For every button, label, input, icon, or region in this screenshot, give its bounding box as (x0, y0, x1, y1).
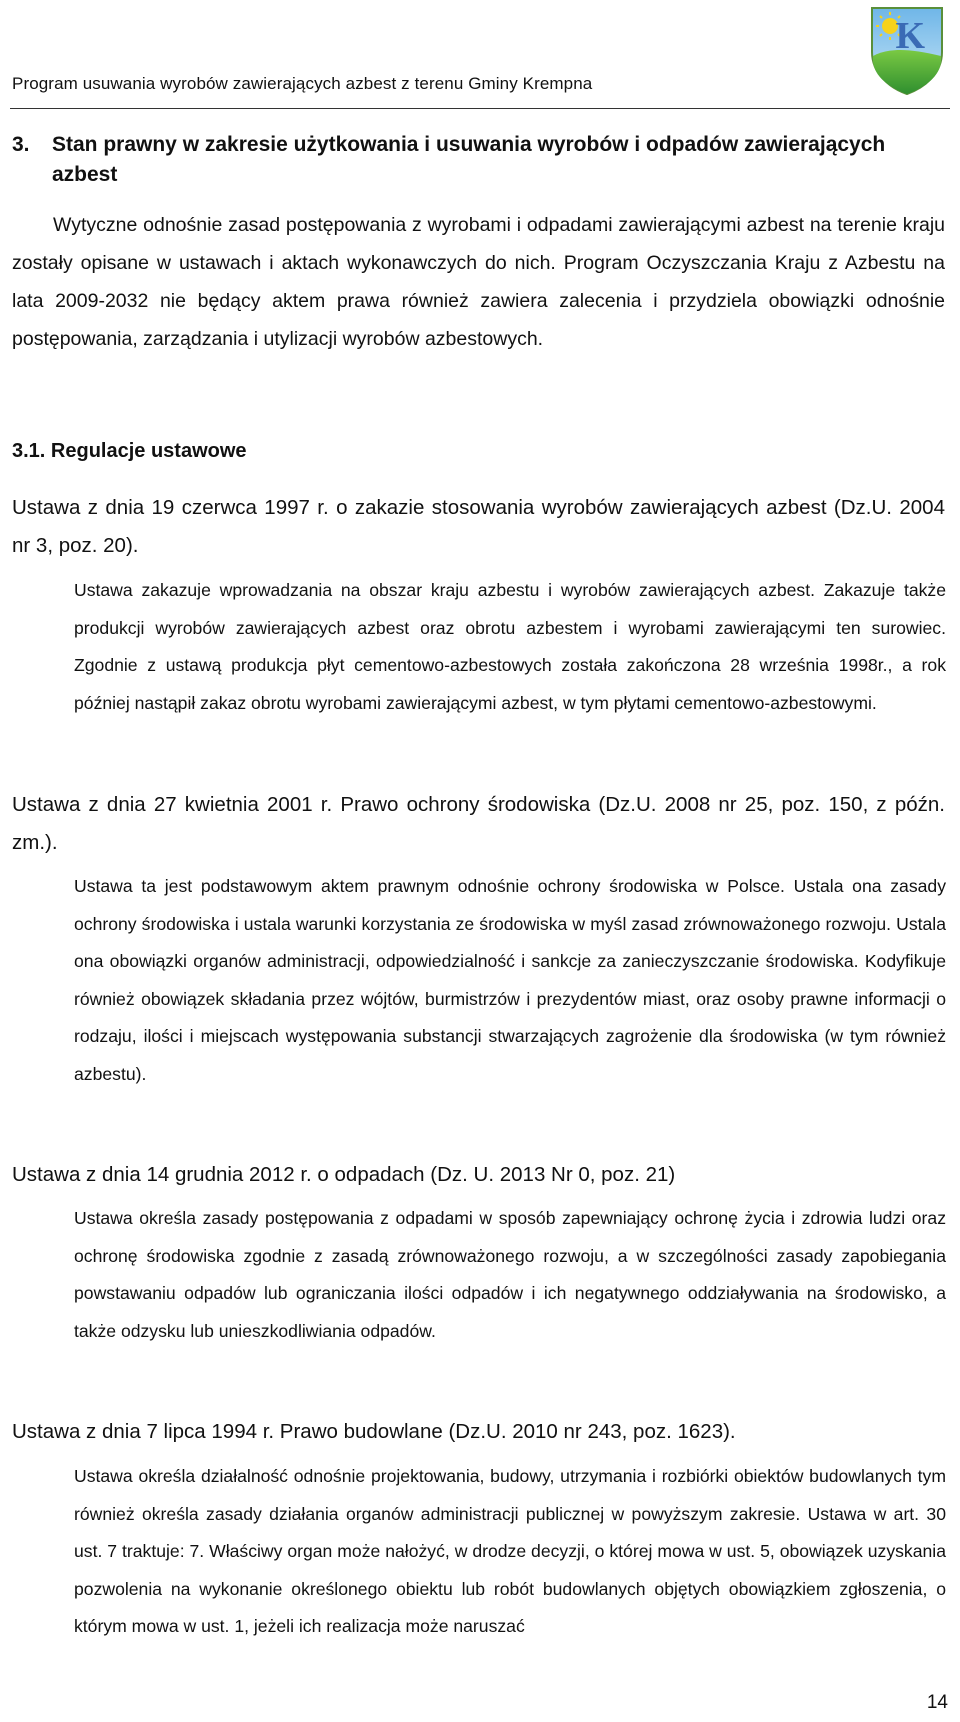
law-title: Ustawa z dnia 7 lipca 1994 r. Prawo budowlane (Dz.U. 2010 nr 243, poz. 1623). (12, 1420, 736, 1443)
section-number: 3. (12, 133, 30, 156)
law-description: Ustawa zakazuje wprowadzania na obszar kraju azbestu i wyrobów zawierających azbest. Zakazuje także produkcji wyrobów zawierających azbest oraz obrotu azbestem i wyrobami zawierającymi ten surowiec. Zgodnie z ustawą produkcja płyt cementowo-azbestowych została zakończona 28 września 1998r., a rok później nastąpił zakaz obrotu wyrobami zawierającymi azbest, w tym płytami cementowo-azbestowymi. (74, 580, 946, 713)
page-number: 14 (926, 1692, 948, 1713)
law-title: Ustawa z dnia 27 kwietnia 2001 r. Prawo ochrony środowiska (Dz.U. 2008 nr 25, poz. 150, z późn. zm.). (12, 793, 945, 854)
law-description: Ustawa określa działalność odnośnie projektowania, budowy, utrzymania i rozbiórki obiektów budowlanych tym również określa zasady działania organów administracji publicznej w powyższym zakresie. Ustawa w art. 30 ust. 7 traktuje: 7. Właściwy organ może nałożyć, w drodze decyzji, o której mowa w ust. 5, obowiązek uzyskania pozwolenia na wykonanie określonego obiektu lub robót budowlanych objętych obowiązkiem zgłoszenia, o którym mowa w ust. 1, jeżeli ich realizacja może naruszać (74, 1466, 946, 1636)
section-heading (12, 130, 912, 190)
section-title: Stan prawny w zakresie użytkowania i usuwania wyrobów i odpadów zawierających azbest (52, 133, 886, 186)
law-title: Ustawa z dnia 14 grudnia 2012 r. o odpadach (Dz. U. 2013 Nr 0, poz. 21) (12, 1163, 676, 1186)
header-divider (10, 108, 950, 109)
subsection-heading: 3.1. Regulacje ustawowe (12, 440, 247, 462)
header-title: Program usuwania wyrobów zawierających azbest z terenu Gminy Krempna (12, 74, 593, 93)
law-description: Ustawa określa zasady postępowania z odpadami w sposób zapewniający ochronę życia i zdrowia ludzi oraz ochronę środowiska zgodnie z zasadą zrównoważonego rozwoju, a w szczególności zasady zapobiegania powstawaniu odpadów lub ograniczania ilości odpadów i ich negatywnego oddziaływania na środowisko, a także odzysku lub unieszkodliwiania odpadów. (74, 1208, 946, 1341)
law-description: Ustawa ta jest podstawowym aktem prawnym odnośnie ochrony środowiska w Polsce. Ustala ona zasady ochrony środowiska i ustala warunki korzystania ze środowiska w myśl zasad zrównoważonego rozwoju. Ustala ona obowiązki organów administracji, odpowiedzialność i sankcje za zanieczyszczanie środowiska. Kodyfikuje również obowiązek składania przez wójtów, burmistrzów i prezydentów miast, oraz osoby prawne informacji o rodzaju, ilości i miejscach występowania substancji stwarzających zagrożenie dla środowiska (w tym również azbestu). (74, 876, 946, 1084)
logo-letter: K (895, 15, 925, 57)
law-title: Ustawa z dnia 19 czerwca 1997 r. o zakazie stosowania wyrobów zawierających azbest (Dz.U. 2004 nr 3, poz. 20). (12, 496, 945, 557)
page-header (10, 0, 950, 112)
section-intro: Wytyczne odnośnie zasad postępowania z wyrobami i odpadami zawierającymi azbest na terenie kraju zostały opisane w ustawach i aktach wykonawczych do nich. Program Oczyszczania Kraju z Azbestu na lata 2009-2032 nie będący aktem prawa również zawiera zalecenia i przydziela obowiązki odnośnie postępowania, zarządzania i utylizacji wyrobów azbestowych. (12, 214, 945, 350)
